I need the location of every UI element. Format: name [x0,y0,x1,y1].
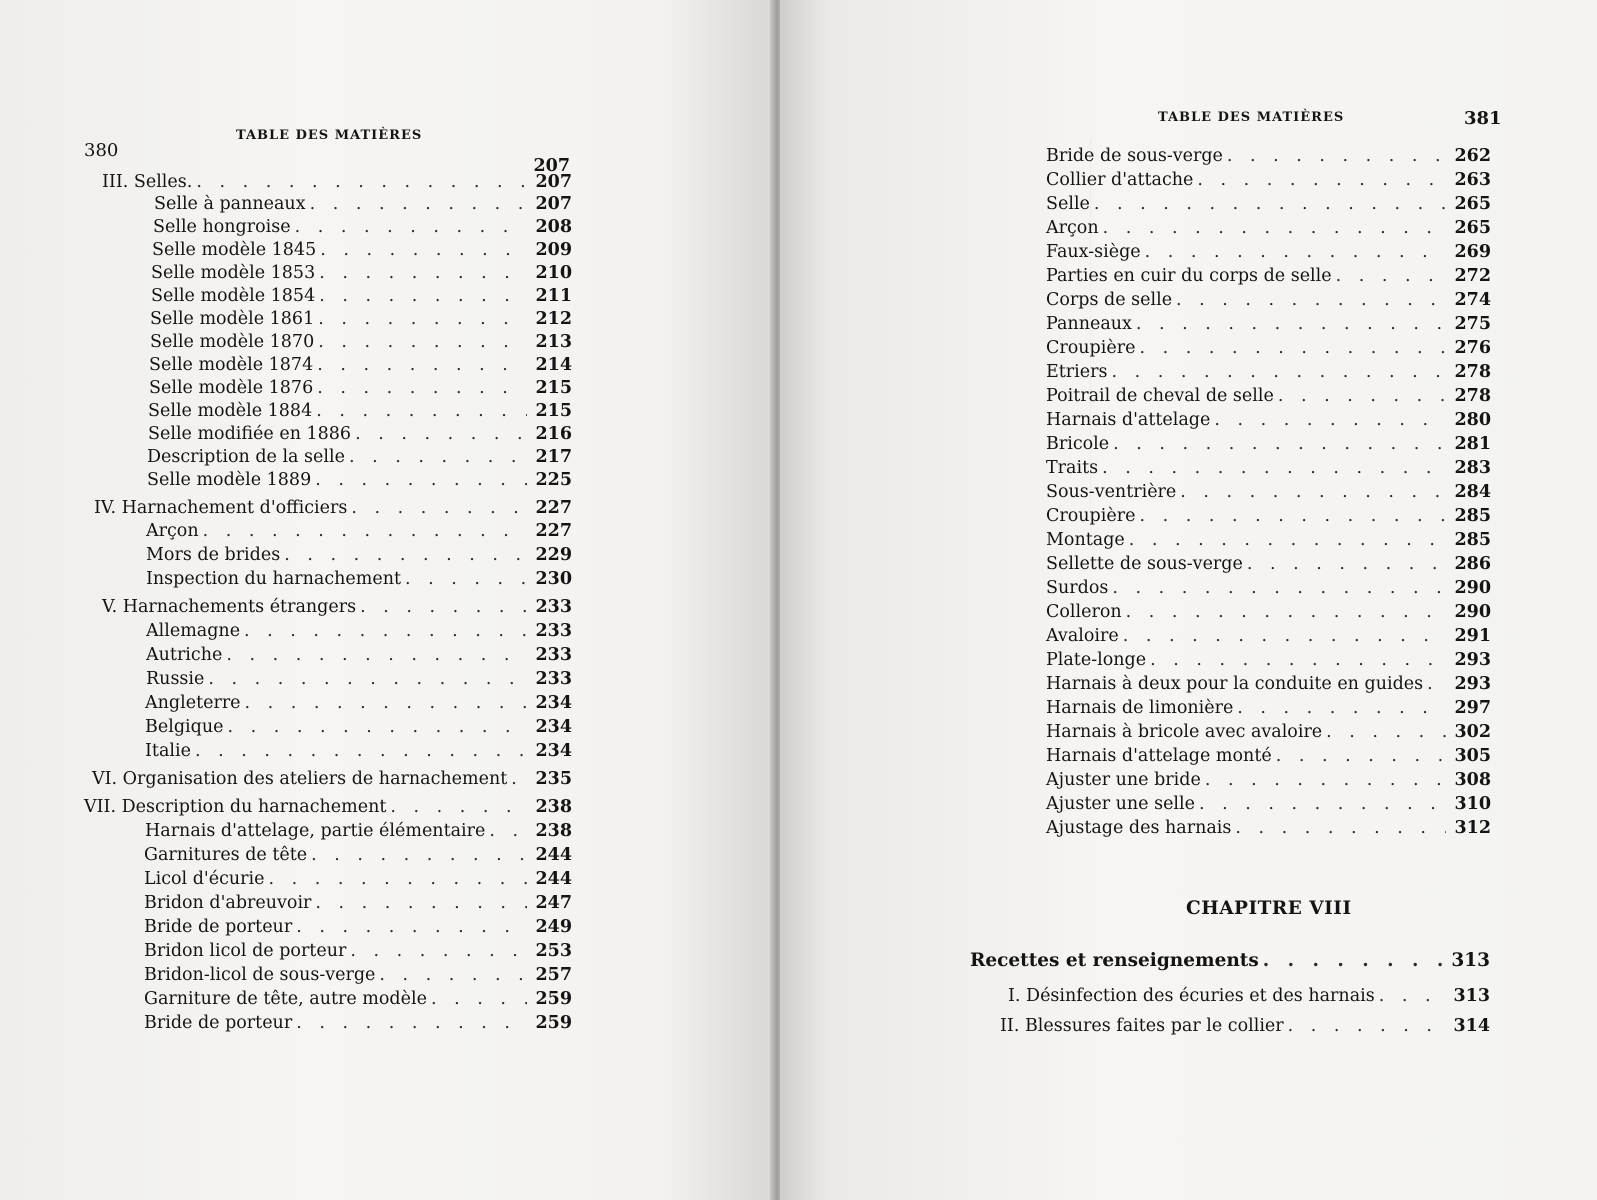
toc-entry: Croupière . . . 276 [1046,338,1491,362]
toc-entry: Harnais de limonière . . . 297 [1046,698,1491,722]
toc-entry: Bricole . . . 281 [1046,434,1491,458]
toc-entry: Garniture de tête, autre modèle . . . 259 [144,989,572,1013]
toc-entry: Ajustage des harnais . . . 312 [1046,818,1491,842]
toc-entry: Parties en cuir du corps de selle . . . 272 [1046,266,1491,290]
toc-entry: Italie . . . 234 [145,741,572,765]
toc-entry: I. Désinfection des écuries et des harnais . . . 313 [1008,986,1490,1010]
toc-entry: Poitrail de cheval de selle . . . 278 [1046,386,1491,410]
chapter-toc [970,0,1490,1200]
toc-entry: Selle hongroise . . . 208 [153,217,572,241]
toc-entry: Harnais à deux pour la conduite en guides . . . 293 [1046,674,1491,698]
toc-entry: Montage . . . 285 [1046,530,1491,554]
toc-entry: Selle modèle 1853 . . . 210 [151,263,572,287]
toc-entry: Bridon licol de porteur . . . 253 [144,941,572,965]
toc-entry: Corps de selle . . . 274 [1046,290,1491,314]
toc-entry: Harnais d'attelage, partie élémentaire . . . 238 [145,821,572,845]
chapter-heading: CHAPITRE VIII [1186,898,1352,919]
running-head: TABLE DES MATIÈRES [1158,110,1345,125]
toc-entry: Colleron . . . 290 [1046,602,1491,626]
toc-entry: Traits . . . 283 [1046,458,1491,482]
toc-entry: Selle à panneaux . . . 207 [154,194,572,218]
toc-entry: Mors de brides . . . 229 [146,545,572,569]
toc-entry: Bridon d'abreuvoir . . . 247 [144,893,572,917]
toc-entry: Bride de porteur . . . 259 [144,1013,572,1037]
toc-entry: Surdos . . . 290 [1046,578,1491,602]
page-number: 380 [84,140,119,161]
toc-entry: Bride de porteur . . . 249 [144,917,572,941]
toc-entry: III. Selles. . . . 207 [102,172,572,196]
toc-entry: Selle . . . 265 [1046,194,1491,218]
left-page [0,0,776,1200]
page-number: 381 [1464,108,1502,129]
toc-entry: II. Blessures faites par le collier . . . 314 [1000,1016,1490,1040]
top-page-number: 207 [533,156,570,176]
toc-entry: Sellette de sous-verge . . . 286 [1046,554,1491,578]
toc-entry: Collier d'attache . . . 263 [1046,170,1491,194]
chapter-title: Recettes et renseignements . . . 313 [970,950,1490,974]
toc-entry: Angleterre . . . 234 [145,693,572,717]
toc-entry: Inspection du harnachement . . . 230 [146,569,572,593]
toc-entry: VI. Organisation des ateliers de harnachement . . . 235 [92,769,572,793]
running-head: TABLE DES MATIÈRES [236,128,423,143]
toc-entry: Russie . . . 233 [146,669,572,693]
toc-entry: Arçon . . . 227 [146,521,572,545]
right-page [780,0,1597,1200]
toc-entry: Bridon-licol de sous-verge . . . 257 [144,965,572,989]
toc-entry: VII. Description du harnachement . . . 238 [84,797,572,821]
toc-entry: Selle modèle 1889 . . . 225 [147,470,572,494]
toc-entry: Arçon . . . 265 [1046,218,1491,242]
toc-entry: Description de la selle . . . 217 [147,447,572,471]
toc-entry: V. Harnachements étrangers . . . 233 [102,597,572,621]
toc-entry: Selle modèle 1884 . . . 215 [148,401,572,425]
toc-entry: Ajuster une bride . . . 308 [1046,770,1491,794]
toc-entry: Selle modèle 1874 . . . 214 [149,355,572,379]
toc-entry: Bride de sous-verge . . . 262 [1046,146,1491,170]
toc-entry: Harnais d'attelage . . . 280 [1046,410,1491,434]
toc-entry: Sous-ventrière . . . 284 [1046,482,1491,506]
toc-entry: Harnais d'attelage monté . . . 305 [1046,746,1491,770]
toc-entry: Panneaux . . . 275 [1046,314,1491,338]
toc-entry: Garnitures de tête . . . 244 [144,845,572,869]
toc-entry: Selle modèle 1845 . . . 209 [152,240,572,264]
toc-entry: Selle modèle 1870 . . . 213 [150,332,572,356]
toc-entry: Autriche . . . 233 [146,645,572,669]
toc-entry: IV. Harnachement d'officiers . . . 227 [94,498,572,522]
toc-entry: Ajuster une selle . . . 310 [1046,794,1491,818]
toc-entry: Belgique . . . 234 [145,717,572,741]
toc-entry: Selle modèle 1876 . . . 215 [149,378,572,402]
toc-list [80,0,572,1200]
toc-entry: Plate-longe . . . 293 [1046,650,1491,674]
toc-entry: Licol d'écurie . . . 244 [144,869,572,893]
toc-entry: Selle modèle 1861 . . . 212 [150,309,572,333]
toc-entry: Selle modifiée en 1886 . . . 216 [148,424,572,448]
toc-entry: Harnais à bricole avec avaloire . . . 302 [1046,722,1491,746]
toc-entry: Avaloire . . . 291 [1046,626,1491,650]
toc-entry: Croupière . . . 285 [1046,506,1491,530]
toc-entry: Etriers . . . 278 [1046,362,1491,386]
toc-entry: Faux-siège . . . 269 [1046,242,1491,266]
toc-entry: Selle modèle 1854 . . . 211 [151,286,572,310]
toc-entry: Allemagne . . . 233 [146,621,572,645]
